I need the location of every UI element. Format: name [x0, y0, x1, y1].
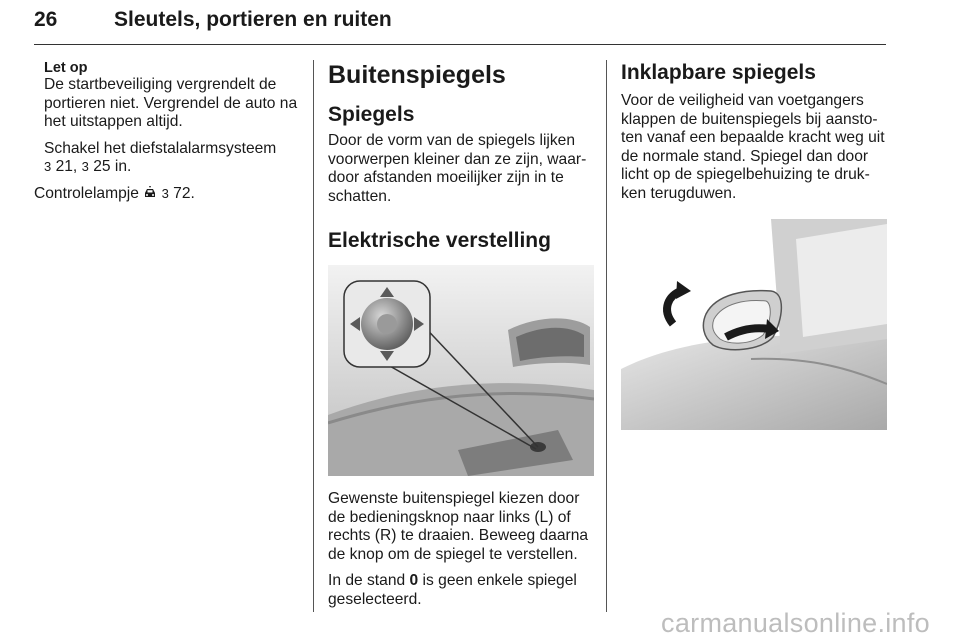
column-divider — [313, 60, 314, 612]
folding-mirror-figure — [621, 219, 887, 430]
column-1 — [34, 60, 300, 203]
page-ref: 21, — [55, 158, 78, 175]
page-ref: 72. — [173, 184, 195, 202]
page-header — [34, 4, 886, 45]
section-heading: Buitenspiegels — [328, 61, 506, 89]
subheading-inklapbare-spiegels: Inklapbare spiegels — [621, 61, 816, 84]
page-ref-icon: 3 — [44, 159, 52, 174]
running-title: Sleutels, portieren en ruiten — [114, 8, 392, 31]
inklapbare-text: Voor de veiligheid van voetgangers klappen de buitenspiegels bij aansto-ten vanaf een bepaalde kracht weg uit de normale stand. Spiegel dan door licht op de spiegelbehuizing te druk-ken terugduwen. — [621, 92, 885, 202]
figure-text-2: In de stand 0 is geen enkele spiegel geselecteerd. — [328, 572, 577, 608]
note-title: Let op — [44, 60, 88, 76]
spiegels-text: Door de vorm van de spiegels lijken voorwerpen kleiner dan ze zijn, waar-door afstanden moeilijker zijn in te schatten. — [328, 132, 587, 205]
position-zero: 0 — [409, 572, 419, 589]
column-divider — [606, 60, 607, 612]
page-ref-icon: 3 — [161, 185, 169, 201]
page-number: 26 — [34, 8, 58, 31]
control-lamp-line — [34, 185, 300, 204]
column-2 — [328, 60, 594, 609]
subheading-spiegels: Spiegels — [328, 103, 415, 126]
subheading-elektrische-verstelling: Elektrische verstelling — [328, 229, 551, 252]
note-text: De startbeveiliging vergrendelt de portieren niet. Vergrendel de auto na het uitstappen altijd. — [44, 76, 298, 130]
page-ref-icon: 3 — [81, 159, 89, 174]
mirror-switch-figure — [328, 265, 594, 476]
note-box — [34, 60, 300, 177]
note-text-2: Schakel het diefstalalarmsysteem 3 21, 3 25 in. — [44, 139, 277, 175]
watermark: carmanualsonline.info — [661, 608, 930, 638]
control-lamp-label: Controlelampje — [34, 184, 139, 202]
figure-text-1: Gewenste buitenspiegel kiezen door de bedieningsknop naar links (L) of rechts (R) te draaien. Beweeg daarna de knop om de spiegel te verstellen. — [328, 490, 589, 563]
page-ref: 25 in. — [93, 158, 132, 175]
column-3 — [621, 60, 887, 430]
car-alarm-icon — [143, 185, 161, 202]
